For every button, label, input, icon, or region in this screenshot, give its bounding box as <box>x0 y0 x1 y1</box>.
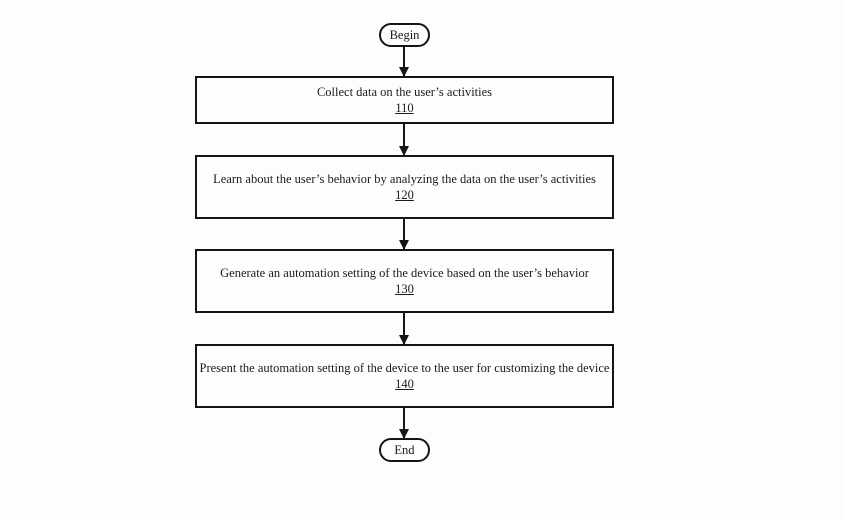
step-text: Generate an automation setting of the device based on the user’s behavior <box>220 265 589 280</box>
end-label: End <box>394 442 415 457</box>
step-text: Present the automation setting of the device to the user for customizing the device <box>199 360 610 375</box>
arrow-begin-to-110 <box>403 47 405 76</box>
step-ref-number: 140 <box>395 376 414 391</box>
step-text: Collect data on the user’s activities <box>316 84 493 99</box>
step-ref-number: 120 <box>395 187 414 202</box>
step-box-130 <box>195 249 614 313</box>
begin-terminal <box>379 23 430 47</box>
end-terminal <box>379 438 430 462</box>
step-box-110 <box>195 76 614 124</box>
arrow-120-to-130 <box>403 219 405 249</box>
arrow-130-to-140 <box>403 313 405 344</box>
step-box-120 <box>195 155 614 219</box>
arrow-110-to-120 <box>403 124 405 155</box>
step-ref-number: 130 <box>395 281 414 296</box>
step-text: Learn about the user’s behavior by analyzing the data on the user’s activities <box>213 171 596 186</box>
arrow-140-to-end <box>403 408 405 438</box>
begin-label: Begin <box>389 27 420 42</box>
step-ref-number: 110 <box>395 100 414 115</box>
step-box-140 <box>195 344 614 408</box>
